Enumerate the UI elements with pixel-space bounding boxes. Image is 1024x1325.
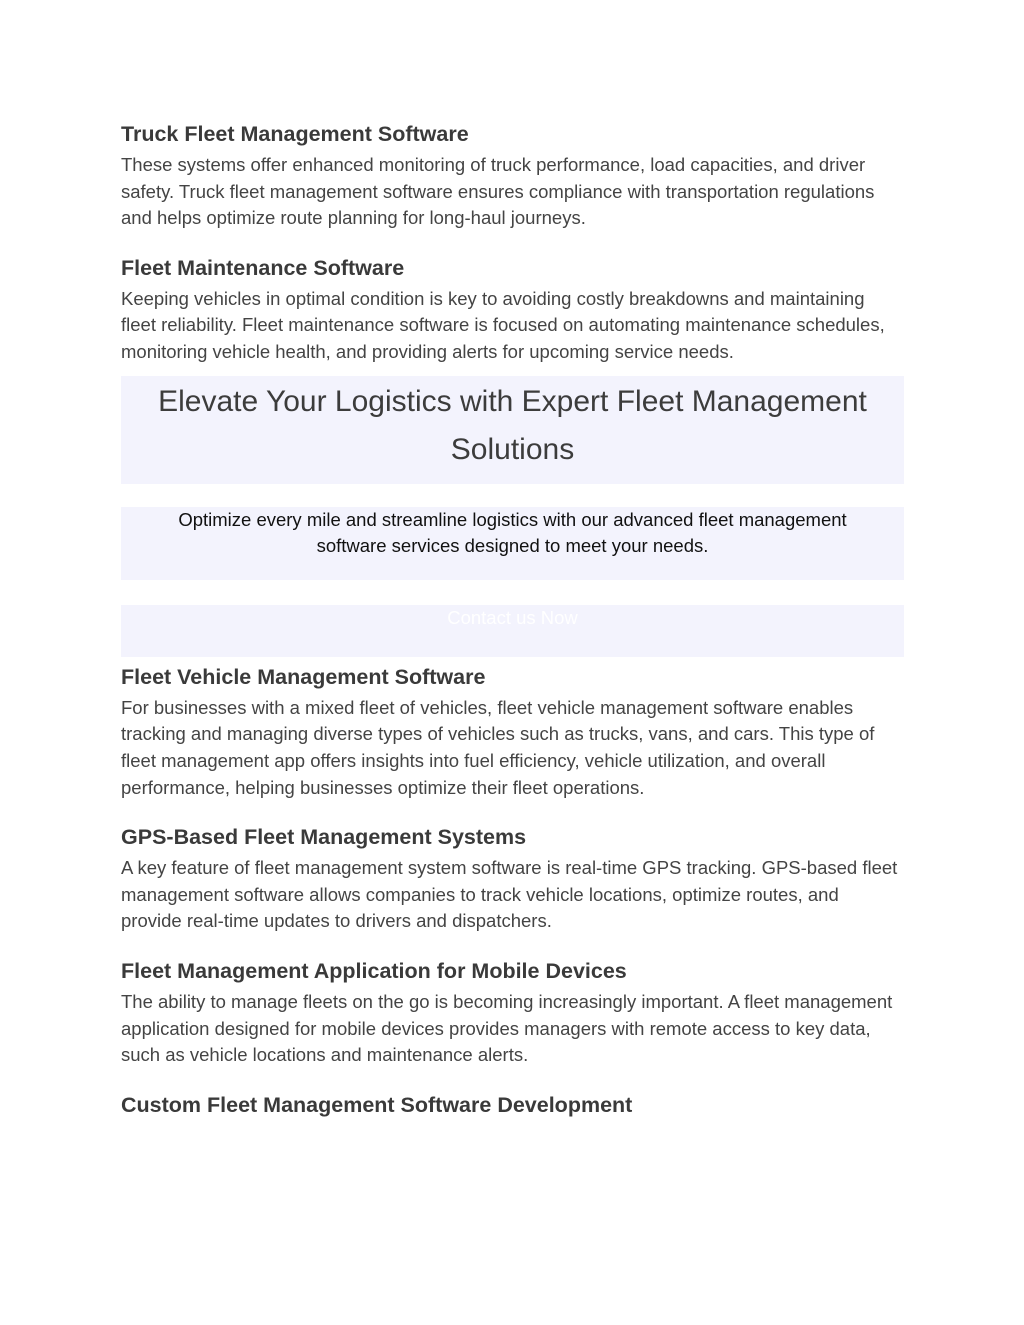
section-gps-fleet bbox=[121, 823, 904, 935]
cta-banner bbox=[121, 376, 904, 484]
section-body: The ability to manage fleets on the go is becoming increasingly important. A fleet management application designed for mobile devices provides managers with remote access to key data, such as vehicle locations and maintenance alerts. bbox=[121, 990, 893, 1066]
cta-title: Elevate Your Logistics with Expert Fleet Management Solutions bbox=[158, 384, 867, 466]
cta-subtitle: Optimize every mile and streamline logistics with our advanced fleet management software services designed to meet your needs. bbox=[178, 508, 847, 557]
document-page bbox=[121, 120, 904, 1123]
section-title: Fleet Vehicle Management Software bbox=[121, 664, 486, 689]
section-body: These systems offer enhanced monitoring of truck performance, load capacities, and driver safety. Truck fleet management software ensures compliance with transportation regulations and helps optimize route planning for long-haul journeys. bbox=[121, 154, 875, 229]
section-title: Truck Fleet Management Software bbox=[121, 122, 469, 146]
contact-us-button[interactable]: Contact us Now bbox=[121, 605, 904, 657]
section-body: For businesses with a mixed fleet of vehicles, fleet vehicle management software enables tracking and managing diverse types of vehicles such as trucks, vans, and cars. This type of fleet management app offers insights into fuel efficiency, vehicle utilization, and overall performance, helping businesses optimize their fleet operations. bbox=[121, 696, 875, 798]
section-title: Fleet Maintenance Software bbox=[121, 255, 405, 280]
section-mobile-fleet bbox=[121, 957, 904, 1069]
section-title: Fleet Management Application for Mobile Devices bbox=[121, 958, 627, 983]
section-body: Keeping vehicles in optimal condition is key to avoiding costly breakdowns and maintaining fleet reliability. Fleet maintenance software is focused on automating maintenance schedules, monitoring vehicle health, and providing alerts for upcoming service needs. bbox=[121, 287, 885, 362]
section-fleet-vehicle bbox=[121, 663, 904, 801]
cta-subtitle-box bbox=[121, 507, 904, 580]
section-body: A key feature of fleet management system software is real-time GPS tracking. GPS-based fleet management software allows companies to track vehicle locations, optimize routes, and provide real-time updates to drivers and dispatchers. bbox=[121, 857, 898, 932]
section-title: GPS-Based Fleet Management Systems bbox=[121, 825, 527, 850]
section-title: Custom Fleet Management Software Development bbox=[121, 1092, 633, 1117]
section-fleet-maintenance bbox=[121, 254, 904, 366]
section-truck-fleet bbox=[121, 120, 904, 232]
section-custom-fleet bbox=[121, 1091, 904, 1119]
